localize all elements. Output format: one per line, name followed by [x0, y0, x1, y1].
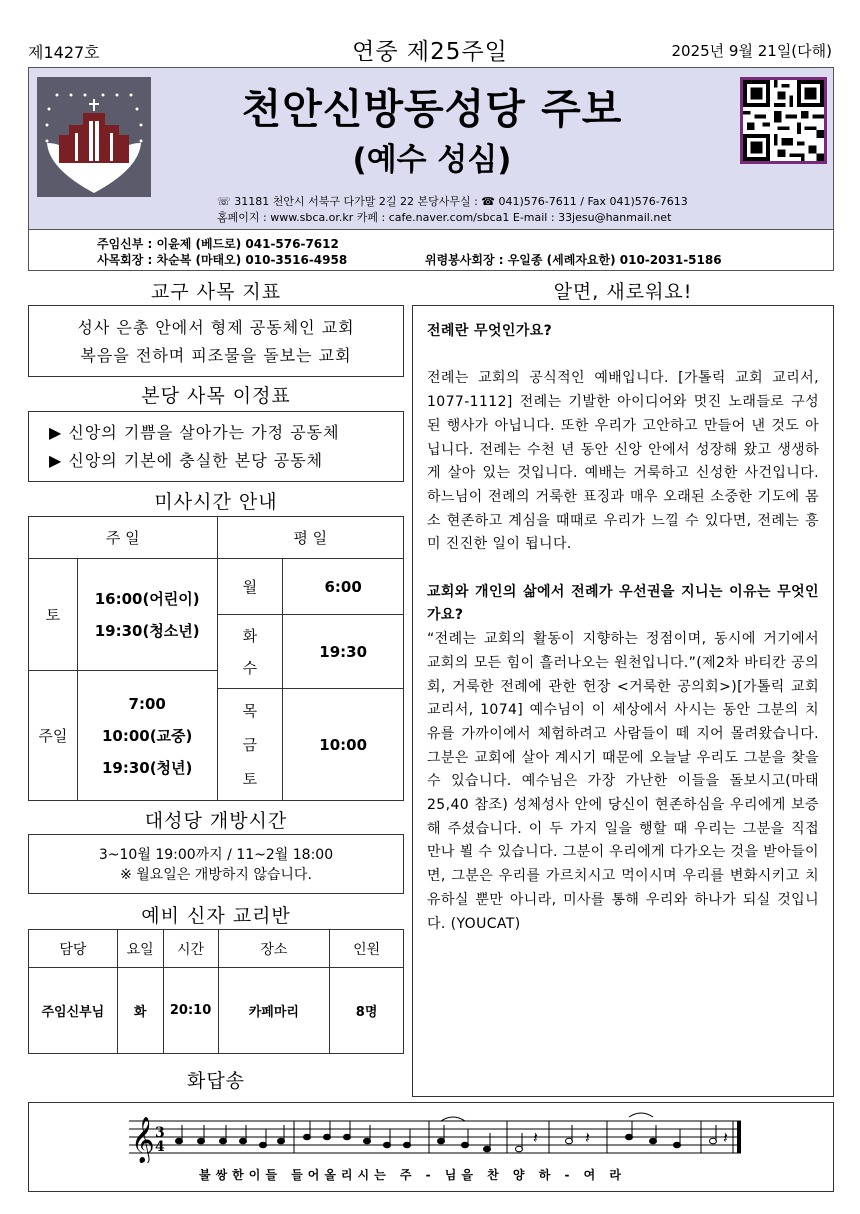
svg-text:𝄽: 𝄽: [533, 1128, 538, 1147]
plan-title: 본당 사목 이정표: [141, 385, 291, 407]
masthead: [28, 67, 834, 230]
church-open-line-1: 3~10월 19:00까지 / 11~2월 18:00: [98, 847, 334, 863]
weekday-saturday-label: 토: [242, 769, 258, 788]
saturday-label: 토: [29, 559, 78, 671]
bulletin-title: 천안신방동성당 주보: [241, 85, 623, 133]
catechism-header-5: 인원: [330, 930, 404, 968]
answer-2: “전례는 교회의 활동이 지향하는 정점이며, 동시에 거기에서 교회의 모든 힘이 흘러나오는 원천입니다.”(제2차 바티칸 공의회, 거룩한 전례에 관한 헌장 <거룩한 공의회>)[가톨릭 교회 교리서, 1074] 예수님이 이 세상에서 사시는 동안 그분의 치유를 가까이에서 체험하려고 사람들이 떼 지어 몰려왔습니다. 그분은 교회에 살아 계시기 때문에 오늘날 우리도 그분을 찾을 수 있습니다. 예수님은 가장 가난한 이들을 돌보시고(마태 25,40 참조) 성체성사 안에 당신이 현존하심을 우리에게 보증해 주셨습니다. 이 두 가지 일을 행할 때 우리는 그분을 직접 만나 뵐 수 있습니다. 그분이 우리에게 다가오는 것을 받아들이면, 그분은 우리를 가르치시고 먹이시며 우리를 변화시키고 치유하실 뿐만 아니라, 미사를 통해 우리와 하나가 되실 것입니다. (YOUCAT): [427, 631, 819, 932]
mass-schedule-table: [28, 516, 404, 801]
saturday-time-1: 16:00(어린이): [94, 589, 200, 608]
svg-text:4: 4: [155, 1139, 165, 1155]
sunday-times: [77, 671, 217, 801]
svg-text:𝄽: 𝄽: [585, 1128, 590, 1147]
answer-1: 전례는 교회의 공식적인 예배입니다. [가톨릭 교회 교리서, 1077-1112] 전례는 기발한 아이디어와 멋진 노래들로 구성된 행사가 아닙니다. 또한 우리가 고안하고 만들어 낸 것도 아닙니다. 전례는 수천 년 동안 신앙 안에서 성장해 왔고 생생하게 살아 있는 것입니다. 예배는 거룩하고 신성한 사건입니다. 하느님이 전례의 거룩한 표징과 매우 오래된 소중한 기도에 몸소 현존하고 계심을 때때로 우리가 느낄 수 있다면, 전례는 흥미 진진한 일이 됩니다.: [427, 370, 819, 553]
vision-box: [28, 305, 404, 377]
question-1: 전례란 무엇인가요?: [427, 323, 553, 339]
thursday-label: 목: [242, 701, 258, 720]
psalm-music: [28, 1102, 834, 1192]
weekday-header: 평 일: [217, 517, 403, 559]
thu-fri-sat-label: [217, 689, 283, 801]
address-line: ☏ 31181 천안시 서북구 다가말 2길 22 본당사무실 : ☎ 041)576-7611 / Fax 041)576-7613: [217, 195, 688, 208]
liturgical-week: 연중 제25주일: [352, 39, 508, 65]
homepage-line[interactable]: 홈페이지 : www.sbca.or.kr 카페 : cafe.naver.com/sbca1 E-mail : 33jesu@hanmail.net: [217, 211, 672, 224]
church-open-line-2: ※ 월요일은 개방하지 않습니다.: [120, 867, 312, 883]
svg-text:𝄞: 𝄞: [131, 1117, 155, 1163]
bulletin-subtitle: (예수 성심): [352, 142, 512, 178]
wednesday-label: 수: [242, 658, 258, 677]
pastor-contact: 주임신부 : 이윤제 (베드로) 041-576-7612: [97, 237, 339, 251]
thu-fri-sat-time: 10:00: [283, 689, 404, 801]
article-box: [412, 305, 834, 1097]
catechism-header-1: 담당: [29, 930, 118, 968]
mass-title: 미사시간 안내: [154, 491, 278, 513]
psalm-lyrics: 불쌍한이들 들어올리시는 주 - 님을 찬 양 하 - 여 라: [199, 1168, 626, 1182]
article-title: 알면, 새로워요!: [553, 281, 693, 303]
sunday-header: 주 일: [29, 517, 218, 559]
qr-code[interactable]: [740, 77, 827, 164]
catechism-header-4: 장소: [218, 930, 330, 968]
monday-time: 6:00: [283, 559, 404, 615]
contact-bar: [28, 230, 834, 271]
sunday-time-3: 19:30(청년): [101, 758, 193, 777]
catechism-cell-3: 20:10: [163, 968, 218, 1054]
sunday-time-2: 10:00(교중): [101, 726, 193, 745]
plan-line-1: ▶ 신앙의 기쁨을 살아가는 가정 공동체: [49, 423, 340, 442]
catechism-header-2: 요일: [117, 930, 163, 968]
plan-line-2: ▶ 신앙의 기본에 충실한 본당 공동체: [49, 451, 324, 470]
question-2: 교회와 개인의 삶에서 전례가 우선권을 지니는 이유는 무엇인가요?: [427, 583, 819, 624]
catechism-header-3: 시간: [163, 930, 218, 968]
tue-wed-label: [217, 615, 283, 689]
catechism-cell-5: 8명: [330, 968, 404, 1054]
catechism-title: 예비 신자 교리반: [141, 905, 291, 927]
catechism-table: [28, 929, 404, 1054]
church-open-title: 대성당 개방시간: [144, 810, 288, 832]
psalm-title: 화답송: [186, 1070, 246, 1092]
catechism-cell-1: 주임신부님: [29, 968, 118, 1054]
council-contact: 사목회장 : 차순복 (마태오) 010-3516-4958: [97, 253, 348, 267]
article-body: [427, 320, 819, 936]
vision-title: 교구 사목 지표: [150, 281, 282, 303]
plan-box: [28, 411, 404, 482]
service-contact: 위령봉사회장 : 우일종 (세례자요한) 010-2031-5186: [425, 253, 722, 267]
tue-wed-time: 19:30: [283, 615, 404, 689]
svg-text:𝄽: 𝄽: [723, 1128, 728, 1147]
svg-text:3: 3: [155, 1125, 165, 1141]
monday-label: 월: [217, 559, 283, 615]
saturday-times: [77, 559, 217, 671]
vision-line-1: 성사 은총 안에서 형제 공동체인 교회: [77, 318, 355, 337]
catechism-cell-2: 화: [117, 968, 163, 1054]
tuesday-label: 화: [242, 626, 258, 645]
music-staff: [129, 1111, 749, 1163]
friday-label: 금: [242, 735, 258, 754]
vision-line-2: 복음을 전하며 피조물을 돌보는 교회: [80, 346, 352, 365]
sunday-time-1: 7:00: [128, 694, 166, 713]
catechism-cell-4: 카페마리: [218, 968, 330, 1054]
issue-date: 2025년 9월 21일(다해): [671, 42, 832, 60]
sunday-label: 주일: [29, 671, 78, 801]
church-open-box: [28, 834, 404, 894]
issue-number: 제1427호: [28, 43, 100, 62]
saturday-time-2: 19:30(청소년): [94, 621, 200, 640]
